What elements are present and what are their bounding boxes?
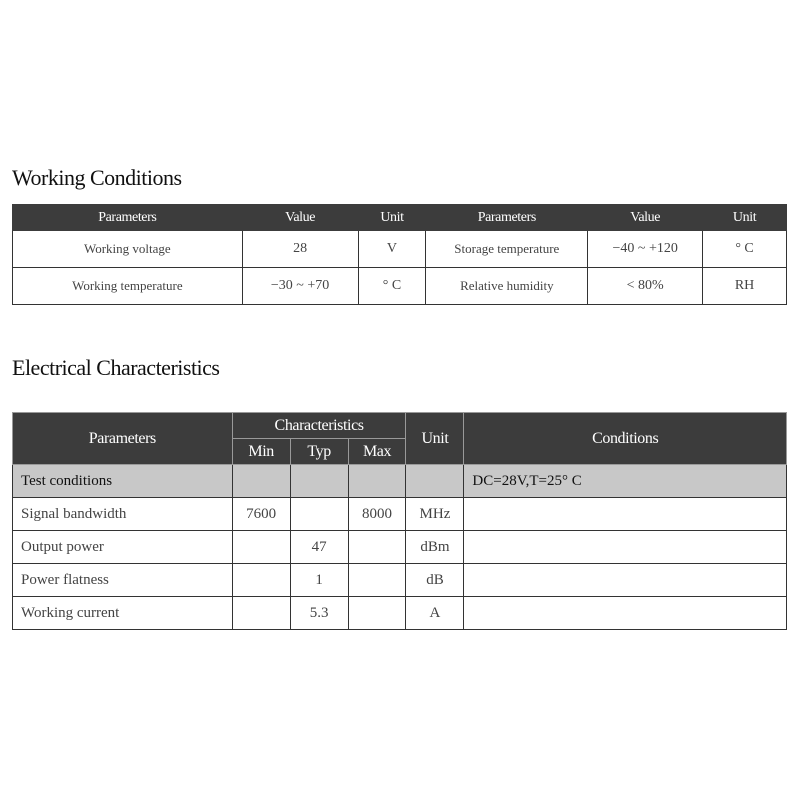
table-cell [232,465,290,498]
table-cell [348,465,406,498]
column-header-unit: Unit [406,413,464,465]
table-cell: 8000 [348,498,406,531]
table-cell [348,597,406,630]
table-cell: A [406,597,464,630]
column-header: Unit [703,205,787,231]
working-conditions-title: Working Conditions [12,165,182,190]
table-cell: Output power [13,531,233,564]
column-header: Value [242,205,358,231]
table-cell: V [358,231,426,268]
table-row [13,268,787,305]
table-cell [464,531,787,564]
table-cell: Working current [13,597,233,630]
table-cell: dBm [406,531,464,564]
column-header: Value [588,205,703,231]
table-cell [464,597,787,630]
table-cell: 28 [242,231,358,268]
table-cell: DC=28V,T=25° C [464,465,787,498]
table-cell: 1 [290,564,348,597]
table-cell: Relative humidity [426,268,588,305]
table-cell: MHz [406,498,464,531]
table-row [13,231,787,268]
table-cell: dB [406,564,464,597]
table-row [13,498,787,531]
table-cell [348,564,406,597]
table-cell [290,498,348,531]
table-cell: 5.3 [290,597,348,630]
table-cell [290,465,348,498]
table-row [13,564,787,597]
table-cell: ° C [358,268,426,305]
column-header-conditions: Conditions [464,413,787,465]
column-header: Parameters [426,205,588,231]
table-cell: Working temperature [13,268,243,305]
column-header: Unit [358,205,426,231]
table-header-row [13,205,787,231]
table-row [13,531,787,564]
working-conditions-table [12,204,787,305]
electrical-characteristics-title: Electrical Characteristics [12,355,220,380]
table-cell [232,531,290,564]
table-cell [464,564,787,597]
table-row [13,465,787,498]
table-cell: Power flatness [13,564,233,597]
column-header-parameters: Parameters [13,413,233,465]
table-cell [406,465,464,498]
table-cell [348,531,406,564]
table-cell: 7600 [232,498,290,531]
table-cell [232,564,290,597]
table-cell: Test conditions [13,465,233,498]
table-row [13,597,787,630]
table-cell: 47 [290,531,348,564]
table-header-row [13,413,787,439]
column-header-max: Max [348,439,406,465]
column-header: Parameters [13,205,243,231]
table-cell: −40 ~ +120 [588,231,703,268]
table-cell: Storage temperature [426,231,588,268]
column-header-characteristics: Characteristics [232,413,406,439]
column-header-typ: Typ [290,439,348,465]
table-cell: RH [703,268,787,305]
table-cell: < 80% [588,268,703,305]
table-cell: Signal bandwidth [13,498,233,531]
table-cell: Working voltage [13,231,243,268]
table-cell [232,597,290,630]
column-header-min: Min [232,439,290,465]
table-cell: −30 ~ +70 [242,268,358,305]
electrical-characteristics-table [12,412,787,630]
table-cell: ° C [703,231,787,268]
table-cell [464,498,787,531]
